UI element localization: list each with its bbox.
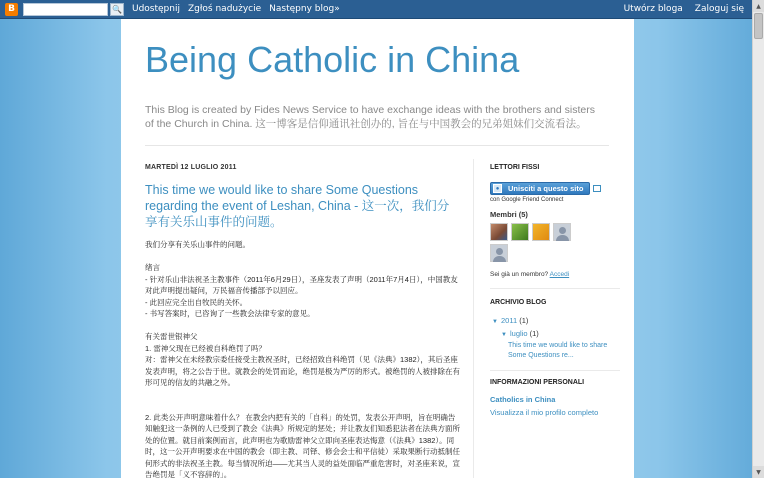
member-avatars (490, 223, 590, 262)
blog-page (121, 19, 634, 478)
scroll-up-icon[interactable]: ▲ (753, 0, 764, 12)
avatar[interactable] (490, 223, 508, 241)
blogger-navbar (0, 0, 752, 19)
profile-widget-title: INFORMAZIONI PERSONALI (490, 379, 585, 386)
popout-icon[interactable] (593, 185, 601, 192)
archive-month-count: (1) (529, 329, 539, 338)
create-blog-link[interactable]: Utwórz bloga (623, 4, 683, 14)
triangle-down-icon[interactable]: ▼ (492, 319, 498, 325)
avatar[interactable] (532, 223, 550, 241)
member-question: Sei già un membro? Accedi (490, 271, 570, 278)
search-icon[interactable]: 🔍 (110, 3, 124, 16)
join-site-button[interactable] (490, 182, 590, 195)
gfc-caption: con Google Friend Connect (490, 197, 564, 203)
blog-title[interactable]: Being Catholic in China (145, 39, 520, 80)
navbar-search-input[interactable] (23, 3, 108, 16)
sign-in-link[interactable]: Zaloguj się (694, 4, 744, 14)
followers-widget-title: LETTORI FISSI (490, 164, 540, 171)
scroll-thumb[interactable] (754, 13, 763, 39)
members-count: Membri (5) (490, 210, 528, 219)
friend-connect-icon: ● (493, 184, 502, 193)
archive-widget (490, 297, 620, 360)
triangle-down-icon[interactable]: ▼ (501, 332, 507, 338)
follow-row (490, 182, 620, 195)
sidebar-divider (473, 159, 474, 478)
archive-post-link[interactable]: This time we would like to share Some Questions re... (508, 342, 608, 359)
archive-year (490, 315, 620, 328)
post-line: 有关雷世银神父 (145, 332, 198, 341)
post-line: - 书写答案时，已咨询了一些教会法律专家的意见。 (145, 309, 315, 318)
post-title[interactable]: This time we would like to share Some Questions regarding the event of Leshan, China - 这一次，我们分享有关乐山事件的问题。 (145, 183, 450, 229)
post-line: 2. 此类公开声明意味着什么？ 在教会内把有关的「自科」的处罚，发表公开声明，旨在明确告知触犯这一条例的人已受到了教会《法典》所规定的惩处；并让教友们知悉犯法者在法典方面所处的位置。就目前案例而言，此声明也为歌励雷神父立即向圣座表达悔意（《法典》1382）。同时，这一公开声明要求在中国的教会（即主教、司铎、修会会士和平信徒）采取果断行动抵制任何形式的非法祝圣主教。每当情况所迫——尤其当人灵的益处面临严重危害时，对圣座来说，宣告绝罚是「义不容辞的」。 (145, 412, 460, 478)
view-profile-link[interactable]: Visualizza il mio profilo completo (490, 408, 599, 417)
profile-name-link[interactable]: Catholics in China (490, 395, 556, 404)
post-line: 绪言 (145, 263, 160, 272)
post-line: 我们分享有关乐山事件的问题。 (145, 240, 250, 249)
post-column (145, 164, 461, 478)
avatar[interactable] (490, 244, 508, 262)
report-abuse-link[interactable]: Zgłoś nadużycie (187, 4, 262, 14)
post-line: 对：雷神父在未经教宗委任接受主教祝圣时，已经招致自科绝罚（见《法典》1382），其后圣座发表声明，将之公告于世。就教会的处罚而论，绝罚是极为严厉的形式。被绝罚的人被排除在有形可见的信友的共融之外。 (145, 355, 460, 387)
archive-widget-title: ARCHIVIO BLOG (490, 299, 547, 306)
post-body (145, 239, 461, 478)
sidebar-divider-line (490, 370, 620, 371)
post-line: - 此回应完全出自牧民的关怀。 (145, 297, 248, 307)
archive-month-link[interactable]: luglio (510, 329, 528, 338)
avatar[interactable] (553, 223, 571, 241)
sidebar (490, 164, 620, 417)
scroll-down-icon[interactable]: ▼ (753, 466, 764, 478)
post-line: 1. 雷神父现在已经被自科绝罚了吗？ (145, 343, 266, 353)
share-link[interactable]: Udostępnij (132, 4, 180, 14)
vertical-scrollbar[interactable] (752, 0, 764, 478)
archive-year-link[interactable]: 2011 (501, 316, 518, 325)
login-link[interactable]: Accedi (549, 271, 570, 278)
blogger-logo-icon[interactable]: B (5, 3, 18, 16)
post-line: - 针对乐山非法祝圣主教事件（2011年6月29日），圣座发表了声明（2011年7月4日），中国教友对此声明提出疑问，万民福音传播部予以回应。 (145, 274, 458, 295)
next-blog-link[interactable]: Następny blog» (269, 4, 340, 14)
join-site-label: Unisciti a questo sito (508, 184, 584, 193)
avatar[interactable] (511, 223, 529, 241)
blog-description: This Blog is created by Fides News Service to have exchange ideas with the brothers and sisters of the Church in China. 这一博客是信仰通讯社创办的, 旨在与中国教会的兄弟姐妹们交流看法。 (145, 104, 595, 130)
header-divider (145, 145, 609, 146)
archive-year-count: (1) (519, 316, 529, 325)
sidebar-divider-line (490, 288, 620, 289)
post-date: MARTEDÌ 12 LUGLIO 2011 (145, 164, 237, 171)
archive-month (490, 328, 620, 341)
